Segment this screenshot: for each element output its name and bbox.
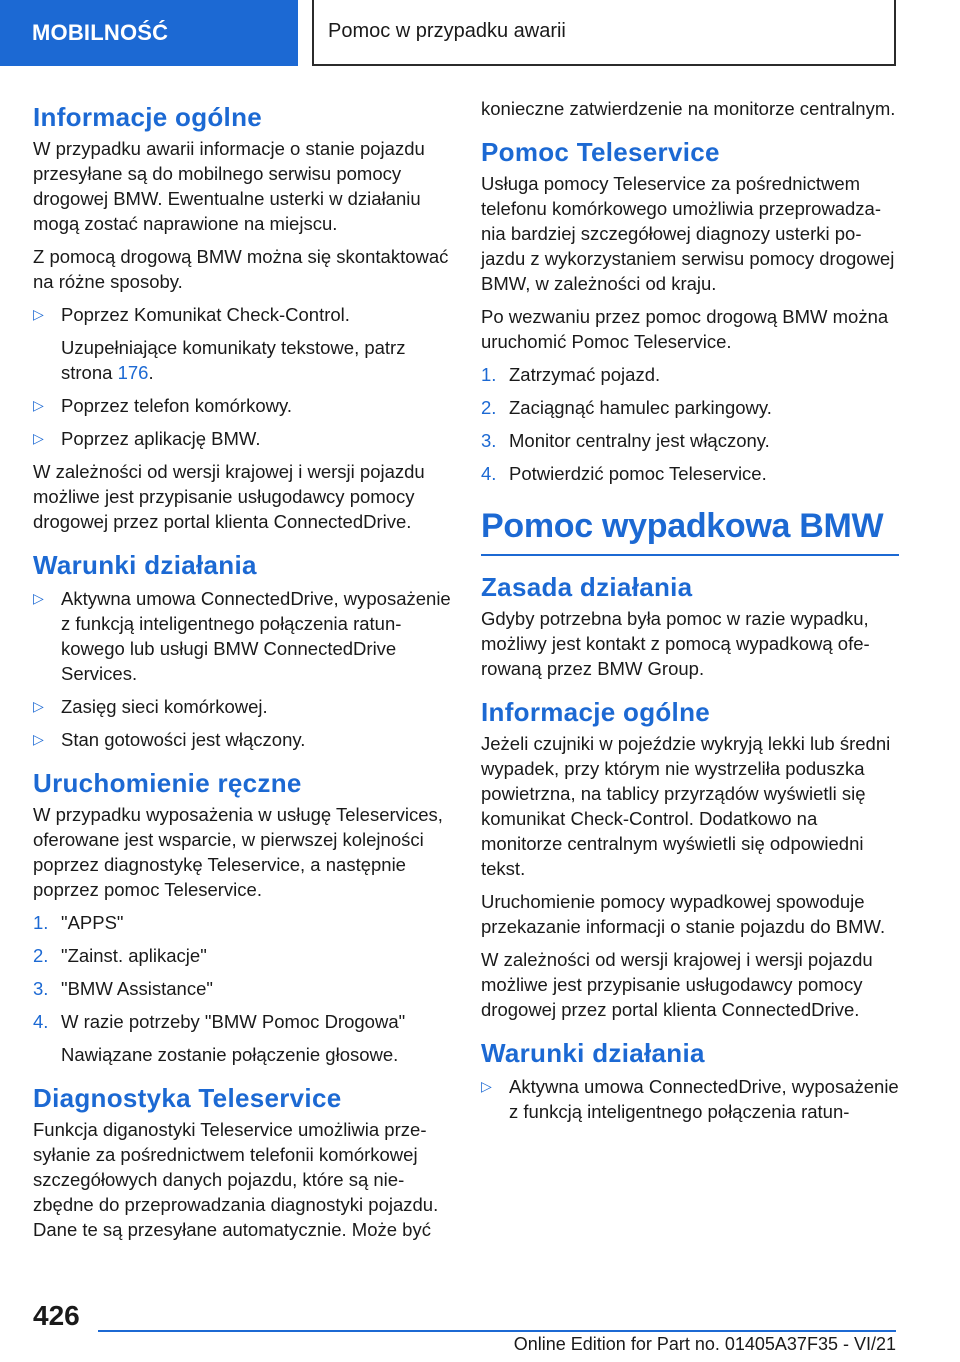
step-text: "APPS" xyxy=(61,912,124,933)
footer-divider xyxy=(98,1330,896,1332)
chapter-title: Pomoc w przypadku awarii xyxy=(312,0,896,66)
heading-conditions: Warunki działania xyxy=(481,1038,705,1068)
paragraph: Po wezwaniu przez pomoc drogową BMW można uruchomić Pomoc Teleservice. xyxy=(481,306,889,352)
heading-general-info: Informacje ogólne xyxy=(481,697,711,727)
paragraph: W zależności od wersji krajowej i wersji pojazdu możliwe jest przypisanie usługodawcy pomocy drogowej przez portal klienta ConnectedDrive. xyxy=(481,949,873,1020)
page-number: 426 xyxy=(33,1300,80,1331)
heading-teleservice-help: Pomoc Teleservice xyxy=(481,137,720,167)
list-item xyxy=(33,393,451,418)
step-text: Potwierdzić pomoc Teleservice. xyxy=(509,463,767,484)
paragraph: Uruchomienie pomocy wypadkowej spowoduje przekazanie informacji o stanie pojazdu do BMW. xyxy=(481,891,886,937)
step-text: "Zainst. aplikacje" xyxy=(61,945,207,966)
paragraph: W zależności od wersji krajowej i wersji pojazdu możliwe jest przypisanie usługodawcy pomocy drogowej przez portal klienta ConnectedDrive. xyxy=(33,461,425,532)
step-text: Zatrzymać pojazd. xyxy=(509,364,661,385)
manual-steps-list xyxy=(33,910,451,1067)
heading-teleservice-diagnosis: Diagnostyka Teleservice xyxy=(33,1083,342,1113)
list-item-text: Poprzez Komunikat Check-Control. xyxy=(61,304,350,325)
step-item xyxy=(481,461,899,486)
step-text: "BMW Assistance" xyxy=(61,978,213,999)
heading-general-info: Informacje ogólne xyxy=(33,102,263,132)
paragraph: W przypadku awarii informacje o stanie pojazdu przesyłane są do mobilnego serwisu pomocy drogowej BMW. Ewentualne usterki w działaniu mogą zostać naprawione na miejscu. xyxy=(33,138,425,234)
list-item-text: Poprzez telefon komórkowy. xyxy=(61,395,293,416)
paragraph: Funkcja diganostyki Teleservice umożliwia przesyłanie za pośrednictwem telefonii komórkowej szczegółowych danych pojazdu, które są niezbędne do przeprowadzania diagnostyki pojazdu. Dane te są przesyłane automatycznie. Może być xyxy=(33,1119,439,1240)
right-column xyxy=(481,96,899,1132)
page-reference-link[interactable]: 176 xyxy=(117,362,149,383)
edition-note: Online Edition for Part no. 01405A37F35 - VI/21 xyxy=(513,1334,896,1354)
step-item xyxy=(481,395,899,420)
heading-accident-assistance: Pomoc wypadkowa BMW xyxy=(481,504,899,556)
triangle-bullet-icon: ▷ xyxy=(481,1078,492,1094)
contact-ways-list xyxy=(33,302,451,451)
triangle-bullet-icon: ▷ xyxy=(33,590,44,606)
step-number: 2. xyxy=(481,397,497,418)
step-number: 1. xyxy=(33,912,49,933)
triangle-bullet-icon: ▷ xyxy=(33,698,44,714)
heading-conditions: Warunki działania xyxy=(33,550,257,580)
step-item xyxy=(33,976,451,1001)
step-number: 3. xyxy=(481,430,497,451)
step-item xyxy=(33,910,451,935)
list-item-text: Zasięg sieci komórkowej. xyxy=(61,696,268,717)
triangle-bullet-icon: ▷ xyxy=(33,430,44,446)
triangle-bullet-icon: ▷ xyxy=(33,397,44,413)
paragraph: W przypadku wyposażenia w usługę Teleservices, oferowane jest wsparcie, w pierwszej kolejności poprzez diagnostykę Teleservice, a następnie poprzez pomoc Teleservice. xyxy=(33,804,443,900)
teleservice-steps-list xyxy=(481,362,899,486)
step-item xyxy=(33,1009,451,1067)
list-item-text: Stan gotowości jest włączony. xyxy=(61,729,306,750)
step-number: 4. xyxy=(481,463,497,484)
list-item xyxy=(33,727,451,752)
triangle-bullet-icon: ▷ xyxy=(33,731,44,747)
paragraph: Usługa pomocy Teleservice za pośrednictwem telefonu komórkowego umożliwia przeprowadzania bardziej szczegółowej diagnozy usterki pojazdu z wykorzystaniem serwisu pomocy drogowej BMW, w zależności od kraju. xyxy=(481,173,895,294)
paragraph: konieczne zatwierdzenie na monitorze centralnym. xyxy=(481,98,896,119)
paragraph: Z pomocą drogową BMW można się skontaktować na różne sposoby. xyxy=(33,246,449,292)
conditions-list xyxy=(33,586,451,752)
paragraph: Gdyby potrzebna była pomoc w razie wypadku, możliwy jest kontakt z pomocą wypadkową oferowaną przez BMW Group. xyxy=(481,608,870,679)
section-tab: MOBILNOŚĆ xyxy=(0,0,298,66)
list-item xyxy=(33,694,451,719)
step-note: Nawiązane zostanie połączenie głosowe. xyxy=(61,1044,399,1065)
triangle-bullet-icon: ▷ xyxy=(33,306,44,322)
paragraph: Jeżeli czujniki w pojeździe wykryją lekki lub średni wypadek, przy którym nie wystrzeliła poduszka powietrzna, na tablicy przyrządów wyświetli się komunikat Check-Control. Dodatkowo na monitorze centralnym wyświetli się odpowiedni tekst. xyxy=(481,733,891,879)
list-item xyxy=(33,586,451,686)
step-number: 2. xyxy=(33,945,49,966)
list-item-note: Uzupełniające komunikaty tekstowe, patrz strona 176. xyxy=(61,337,406,383)
list-item xyxy=(481,1074,899,1124)
step-text: W razie potrzeby "BMW Pomoc Drogowa" xyxy=(61,1011,406,1032)
step-item xyxy=(33,943,451,968)
step-text: Monitor centralny jest włączony. xyxy=(509,430,770,451)
step-number: 1. xyxy=(481,364,497,385)
step-item xyxy=(481,362,899,387)
list-item xyxy=(33,302,451,385)
conditions-list xyxy=(481,1074,899,1124)
step-item xyxy=(481,428,899,453)
step-number: 3. xyxy=(33,978,49,999)
heading-manual-start: Uruchomienie ręczne xyxy=(33,768,302,798)
list-item-text: Poprzez aplikację BMW. xyxy=(61,428,261,449)
step-number: 4. xyxy=(33,1011,49,1032)
step-text: Zaciągnąć hamulec parkingowy. xyxy=(509,397,772,418)
heading-principle: Zasada działania xyxy=(481,572,693,602)
page-header xyxy=(0,0,960,66)
left-column xyxy=(33,96,451,1250)
list-item-text: Aktywna umowa ConnectedDrive, wyposażenie z funkcją inteligentnego połączenia ratunkowego lub usługi BMW ConnectedDrive Services. xyxy=(61,588,451,684)
list-item xyxy=(33,426,451,451)
list-item-text: Aktywna umowa ConnectedDrive, wyposażenie z funkcją inteligentnego połączenia ratun- xyxy=(509,1076,899,1122)
